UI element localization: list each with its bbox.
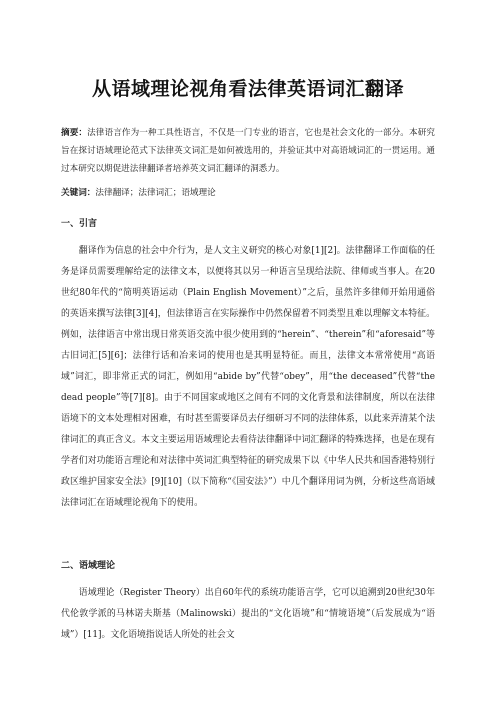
section-heading-register-theory: 二、语域理论 xyxy=(61,561,116,571)
abstract xyxy=(61,124,435,178)
section-paragraph-register-theory: 语域理论（Register Theory）出自60年代的系统功能语言学，它可以追溯到20世纪30年代伦敦学派的马林诺夫斯基（Malinowski）提出的“文化语境”和“情境语境”（后发展成为“语域”）[11]。文化语境指说话人所处的社会文 xyxy=(61,588,435,640)
paper-title: 从语域理论视角看法律英语词汇翻译 xyxy=(91,78,404,100)
keywords-text: 法律翻译；法律词汇；语域理论 xyxy=(95,188,216,198)
keywords-label: 关键词： xyxy=(61,188,96,198)
keywords xyxy=(61,184,435,202)
section-heading-introduction: 一、引言 xyxy=(61,219,98,229)
abstract-text: 法律语言作为一种工具性语言，不仅是一门专业的语言，它也是社会文化的一部分。本研究旨在探讨语域理论范式下法律英文词汇是如何被选用的，并验证其中对高语域词汇的一贯运用。通过本研究以期促进法律翻译者培养英文词汇翻译的洞悉力。 xyxy=(61,128,435,174)
section-paragraph-introduction: 翻译作为信息的社会中介行为，是人文主义研究的核心对象[1][2]。法律翻译工作面临的任务是译员需要理解给定的法律文本，以便将其以另一种语言呈现给法院、律师或当事人。在20世纪80年代的“简明英语运动（Plain English Movement）”之后，虽然许多律师开始用通俗的英语来撰写法律[3][4]，但法律语言在实际操作中仍然保留着不同类型且难以理解文本特征。例如，法律语言中常出现日常英语交流中很少使用到的“herein”、“therein”和“aforesaid”等古旧词汇[5][6]；法律行话和冶来词的使用也是其明显特征。而且，法律文本常常使用“高语域”词汇，即非常正式的词汇，例如用“abide by”代替“obey”，用“the deceased”代替“the dead people”等[7][8]。由于不同国家或地区之间有不同的文化背景和法律制度，所以在法律语境下的文本处理相对困难，有时甚至需要译员去仔细研习不同的法律体系，以此来弄清某个法律词汇的真正含义。本文主要运用语域理论去看待法律翻译中词汇翻译的特殊选择，也是在现有学者们对功能语言理论和对法律中英词汇典型特征的研究成果下以《中华人民共和国香港特别行政区维护国家安全法》[9][10]（以下简称“《国安法》”）中几个翻译用词为例，分析这些高语域法律词汇在语域理论视角下的使用。 xyxy=(61,246,435,508)
abstract-label: 摘要： xyxy=(61,128,88,138)
